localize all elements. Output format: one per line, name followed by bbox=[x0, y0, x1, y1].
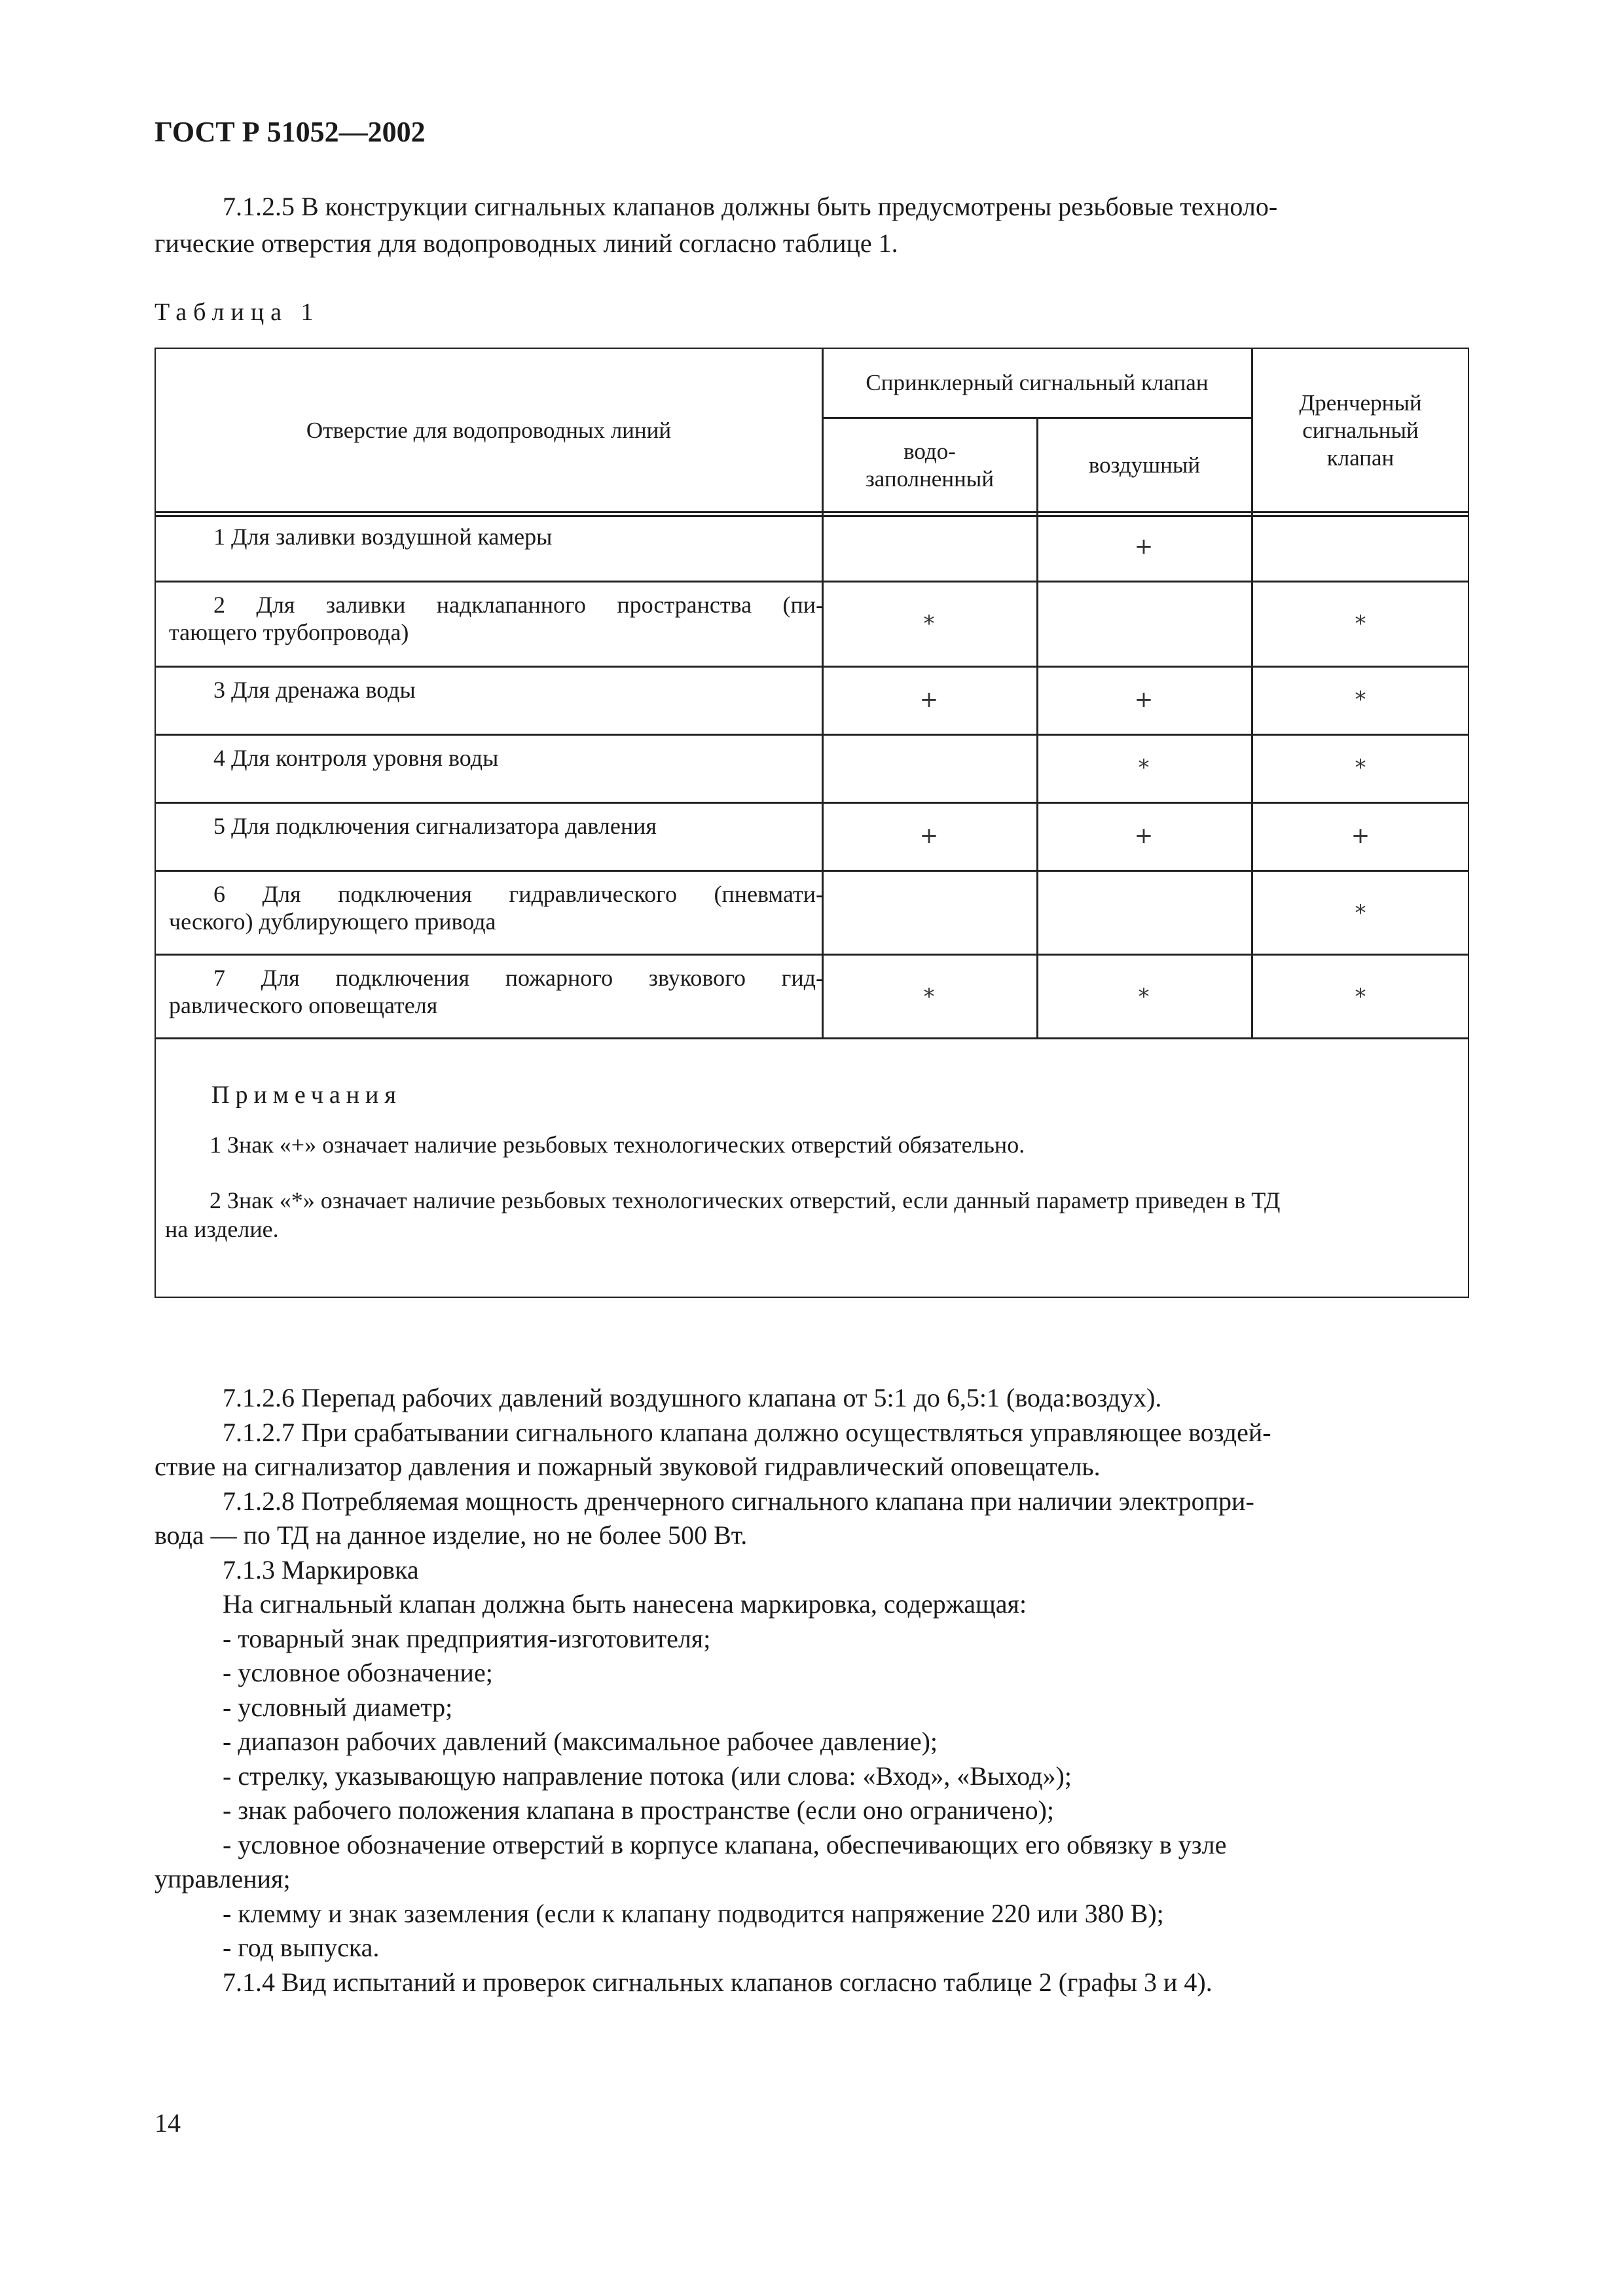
table-row-3-label: 3 Для дренажа воды bbox=[213, 677, 416, 703]
body-line: - год выпуска. bbox=[223, 1933, 380, 1962]
row-7-air-mark: * bbox=[1138, 984, 1150, 1010]
row-7-deluge-mark: * bbox=[1355, 984, 1366, 1010]
table-row-1-label: 1 Для заливки воздушной камеры bbox=[213, 524, 553, 550]
table-row-7-label: 7 Для подключения пожарного звукового гид- равлического оповещателя bbox=[169, 965, 824, 1018]
notes-title: Примечания bbox=[211, 1081, 402, 1109]
table-row-6-label: 6 Для подключения гидравлического (пневмати- ческого) дублирующего привода bbox=[169, 881, 824, 935]
col-header-air: воздушный bbox=[1088, 452, 1201, 478]
row-5-water-filled-mark: + bbox=[919, 823, 939, 849]
body-line: ствие на сигнализатор давления и пожарный звуковой гидравлический оповещатель. bbox=[155, 1452, 1101, 1481]
row-5-deluge-mark: + bbox=[1351, 823, 1370, 849]
row-7-water-filled-mark: * bbox=[923, 984, 935, 1010]
water-filled-line-2: заполненный bbox=[865, 466, 994, 492]
deluge-line-3: клапан bbox=[1326, 445, 1395, 471]
table-row-4-label: 4 Для контроля уровня воды bbox=[213, 745, 499, 771]
col-header-openings: Отверстие для водопроводных линий bbox=[306, 418, 672, 443]
deluge-line-2: сигнальный bbox=[1302, 418, 1419, 443]
body-line: - знак рабочего положения клапана в пространстве (если оно ограничено); bbox=[223, 1795, 1055, 1825]
row-4-deluge-mark: * bbox=[1355, 755, 1366, 781]
body-line: 7.1.2.7 При срабатывании сигнального клапана должно осуществляться управляющее воздей- bbox=[223, 1417, 1271, 1447]
row-2-deluge-mark: * bbox=[1355, 611, 1366, 637]
row-2-water-filled-mark: * bbox=[923, 611, 935, 637]
body-line: 7.1.3 Маркировка bbox=[223, 1554, 419, 1585]
table-row-2-label: 2 Для заливки надклапанного пространства (пи- тающего трубопровода) bbox=[169, 592, 824, 645]
body-line: - условный диаметр; bbox=[223, 1692, 453, 1722]
body-line: - диапазон рабочих давлений (максимальное рабочее давление); bbox=[223, 1727, 938, 1756]
row-3-deluge-mark: * bbox=[1355, 687, 1366, 713]
body-line: 7.1.2.6 Перепад рабочих давлений воздушного клапана от 5:1 до 6,5:1 (вода:воздух). bbox=[223, 1383, 1162, 1412]
row-6-deluge-mark: * bbox=[1355, 900, 1366, 926]
deluge-line-1: Дренчерный bbox=[1299, 390, 1422, 416]
table-row-5-label: 5 Для подключения сигнализатора давления bbox=[213, 813, 657, 839]
body-line: - условное обозначение отверстий в корпусе клапана, обеспечивающих его обвязку в узле bbox=[223, 1829, 1227, 1859]
col-header-sprinkler: Спринклерный сигнальный клапан bbox=[866, 370, 1209, 395]
document-header: ГОСТ Р 51052—2002 bbox=[155, 116, 426, 148]
body-line: 7.1.4 Вид испытаний и проверок сигнальных клапанов согласно таблице 2 (графы 3 и 4). bbox=[223, 1967, 1213, 1997]
body-line: На сигнальный клапан должна быть нанесена маркировка, содержащая: bbox=[223, 1589, 1027, 1619]
body-line: - клемму и знак заземления (если к клапану подводится напряжение 220 или 380 В); bbox=[223, 1898, 1164, 1928]
row-3-water-filled-mark: + bbox=[919, 687, 939, 713]
intro-paragraph bbox=[155, 188, 1478, 262]
col-header-deluge bbox=[1252, 349, 1468, 512]
water-filled-line-1: водо- bbox=[903, 439, 956, 464]
body-line: 7.1.2.8 Потребляемая мощность дренчерного сигнального клапана при наличии электропри- bbox=[223, 1486, 1254, 1516]
body-line: управления; bbox=[155, 1864, 291, 1893]
body-paragraphs bbox=[155, 1381, 1478, 2000]
col-header-water-filled bbox=[823, 418, 1036, 512]
note-1: 1 Знак «+» означает наличие резьбовых технологических отверстий обязательно. bbox=[210, 1132, 1025, 1158]
row-3-air-mark: + bbox=[1134, 687, 1154, 713]
row-4-air-mark: * bbox=[1138, 755, 1150, 781]
table-caption: Таблица 1 bbox=[155, 298, 320, 326]
note-2: 2 Знак «*» означает наличие резьбовых технологических отверстий, если данный параметр приведен в ТД на изделие. bbox=[165, 1187, 1281, 1242]
page-number: 14 bbox=[155, 2108, 181, 2138]
body-line: - стрелку, указывающую направление потока (или слова: «Вход», «Выход»); bbox=[223, 1761, 1072, 1791]
body-line: - условное обозначение; bbox=[223, 1658, 493, 1687]
row-1-air-mark: + bbox=[1134, 533, 1154, 560]
intro-line-1: 7.1.2.5 В конструкции сигнальных клапанов должны быть предусмотрены резьбовые техноло- bbox=[223, 192, 1278, 221]
body-line: вода — по ТД на данное изделие, но не более 500 Вт. bbox=[155, 1520, 748, 1550]
body-line: - товарный знак предприятия-изготовителя; bbox=[223, 1623, 711, 1653]
row-5-air-mark: + bbox=[1134, 823, 1154, 849]
intro-line-2: гические отверстия для водопроводных линий согласно таблице 1. bbox=[155, 228, 898, 258]
